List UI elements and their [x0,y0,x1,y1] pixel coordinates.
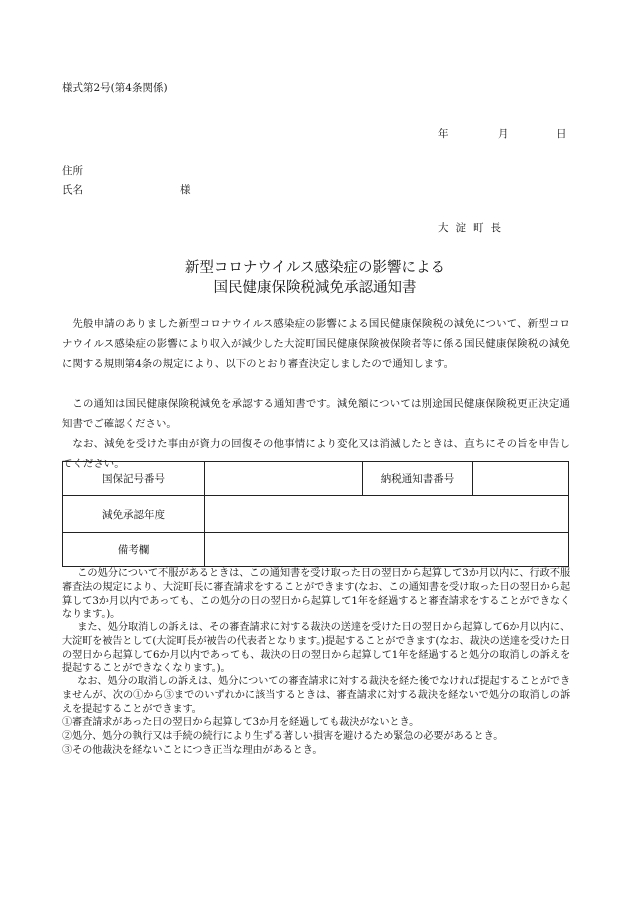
form-number: 様式第2号(第4条関係) [62,82,168,94]
body-paragraph-3: なお、減免を受けた事由が資力の回復その他事情により変化又は消滅したときは、直ちにその旨を申告してください。 [62,438,570,470]
info-table [62,461,569,567]
approval-year-label: 減免承認年度 [63,496,205,533]
appeal-note-3: なお、処分の取消しの訴えは、処分についての審査請求に対する裁決を経た後でなければ提起することができませんが、次の①から③までのいずれかに該当するときは、審査請求に対する裁決を経ないで処分の取消しの訴えを提起することができます。 [62,676,570,715]
list-item: ②処分、処分の執行又は手続の続行により生ずる著しい損害を避けるため緊急の必要があるとき。 [62,731,504,742]
tax-notice-number-field[interactable] [473,462,569,496]
list-item: ③その他裁決を経ないことにつき正当な理由があるとき。 [62,745,323,756]
date-year-label: 年 [438,128,449,140]
table-row [63,533,569,567]
appeal-note-2: また、処分取消しの訴えは、その審査請求に対する裁決の送達を受けた日の翌日から起算して6か月以内に、大淀町を被告として(大淀町長が被告の代表者となります。)提起することができます(なお、裁決の送達を受けた日の翌日から起算して6か月以内であっても、裁決の日の翌日から起算して1年を経過すると処分の取消しの訴えを提起することができなくなります。)。 [62,622,570,675]
table-row [63,496,569,533]
honorific: 様 [180,184,191,196]
remarks-field[interactable] [205,533,569,567]
appeal-note-1: この処分について不服があるときは、この通知書を受け取った日の翌日から起算して3か月以内に、行政不服審査法の規定により、大淀町長に審査請求をすることができます(なお、この通知書を受け取った日の翌日から起算して3か月以内であっても、この処分の日の翌日から起算して1年を経過すると審査請求をすることができなくなります。)。 [62,568,570,621]
date-month-label: 月 [498,128,509,140]
remarks-label: 備考欄 [63,533,205,567]
body-paragraph-2: この通知は国民健康保険税減免を承認する通知書です。減免額については別途国民健康保険税更正決定通知書でご確認ください。 [62,398,570,430]
date-day-label: 日 [556,128,567,140]
list-item: ①審査請求があった日の翌日から起算して3か月を経過しても裁決がないとき。 [62,717,420,728]
insurance-number-label: 国保記号番号 [63,462,205,496]
insurance-number-field[interactable] [205,462,363,496]
name-label: 氏名 [62,184,83,196]
body-paragraph-1: 先般申請のありました新型コロナウイルス感染症の影響による国民健康保険税の減免について、新型コロナウイルス感染症の影響により収入が減少した大淀町国民健康保険被保険者等に係る国民健康保険税の減免に関する規則第4条の規定により、以下のとおり審査決定しましたので通知します。 [62,318,570,370]
page-title-line1: 新型コロナウイルス感染症の影響による [184,260,446,276]
page-title-line2: 国民健康保険税減免承認通知書 [213,280,417,296]
address-label: 住所 [62,165,83,177]
table-row [63,462,569,496]
issuer: 大淀町長 [438,222,508,234]
approval-year-field[interactable] [205,496,569,533]
tax-notice-number-label: 納税通知書番号 [363,462,473,496]
